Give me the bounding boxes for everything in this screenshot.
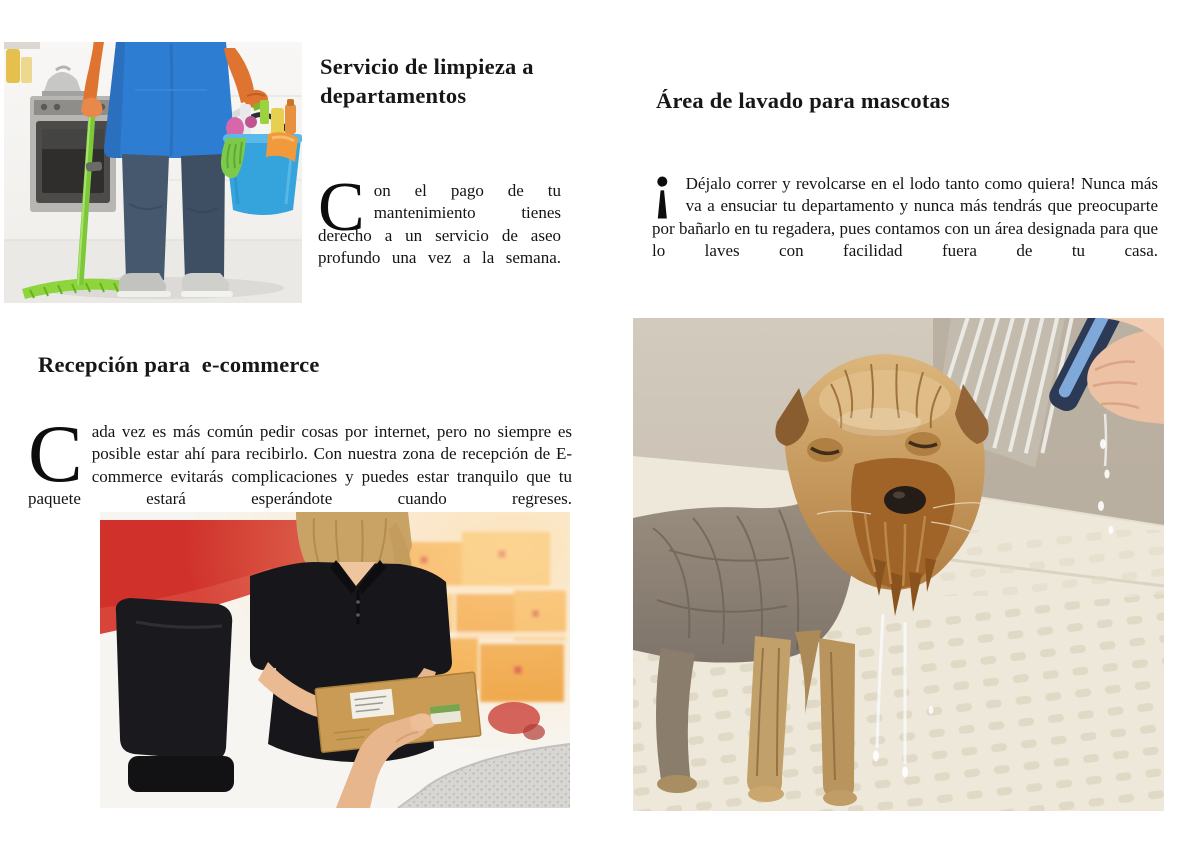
dropcap-ecommerce: C bbox=[28, 408, 83, 499]
package-handover-photo bbox=[100, 512, 570, 808]
section-body-limpieza bbox=[318, 169, 561, 270]
dropcap-limpieza: C bbox=[318, 169, 365, 246]
cleaning-photo bbox=[4, 42, 302, 303]
section-body-text-limpieza: on el pago de tu mantenimiento tienes derecho a un servicio de aseo profundo una vez a la semana. bbox=[318, 181, 561, 268]
pet-wash-photo bbox=[633, 318, 1164, 811]
office-chair bbox=[116, 598, 234, 792]
dropcap-lavado: ¡ bbox=[652, 152, 673, 220]
section-title-limpieza: Servicio de limpieza a departamentos bbox=[320, 54, 540, 108]
cleaning-photo-canvas bbox=[4, 42, 302, 303]
package-photo-canvas bbox=[100, 512, 570, 808]
section-body-ecommerce bbox=[28, 408, 572, 511]
section-body-text-lavado: Déjalo correr y revolcarse en el lodo tanto como quiera! Nunca más va a ensuciar tu departamento y nunca más tendrás que preocuparte por bañarlo en tu regadera, pues contamos con un área designada para que lo laves con facilidad fuera de tu casa. bbox=[652, 174, 1158, 261]
section-title-ecommerce: Recepción para e-commerce bbox=[38, 352, 320, 377]
section-body-lavado bbox=[652, 152, 1158, 263]
section-body-text-ecommerce: ada vez es más común pedir cosas por internet, pero no siempre es posible estar ahí para recibirlo. Con nuestra zona de recepción de E-commerce evitarás complicaciones y puedes estar tranquilo que tu paquete estará esperándote cuando regreses. bbox=[28, 422, 572, 509]
section-title-lavado: Área de lavado para mascotas bbox=[656, 88, 950, 113]
dog-photo-canvas bbox=[633, 318, 1164, 811]
